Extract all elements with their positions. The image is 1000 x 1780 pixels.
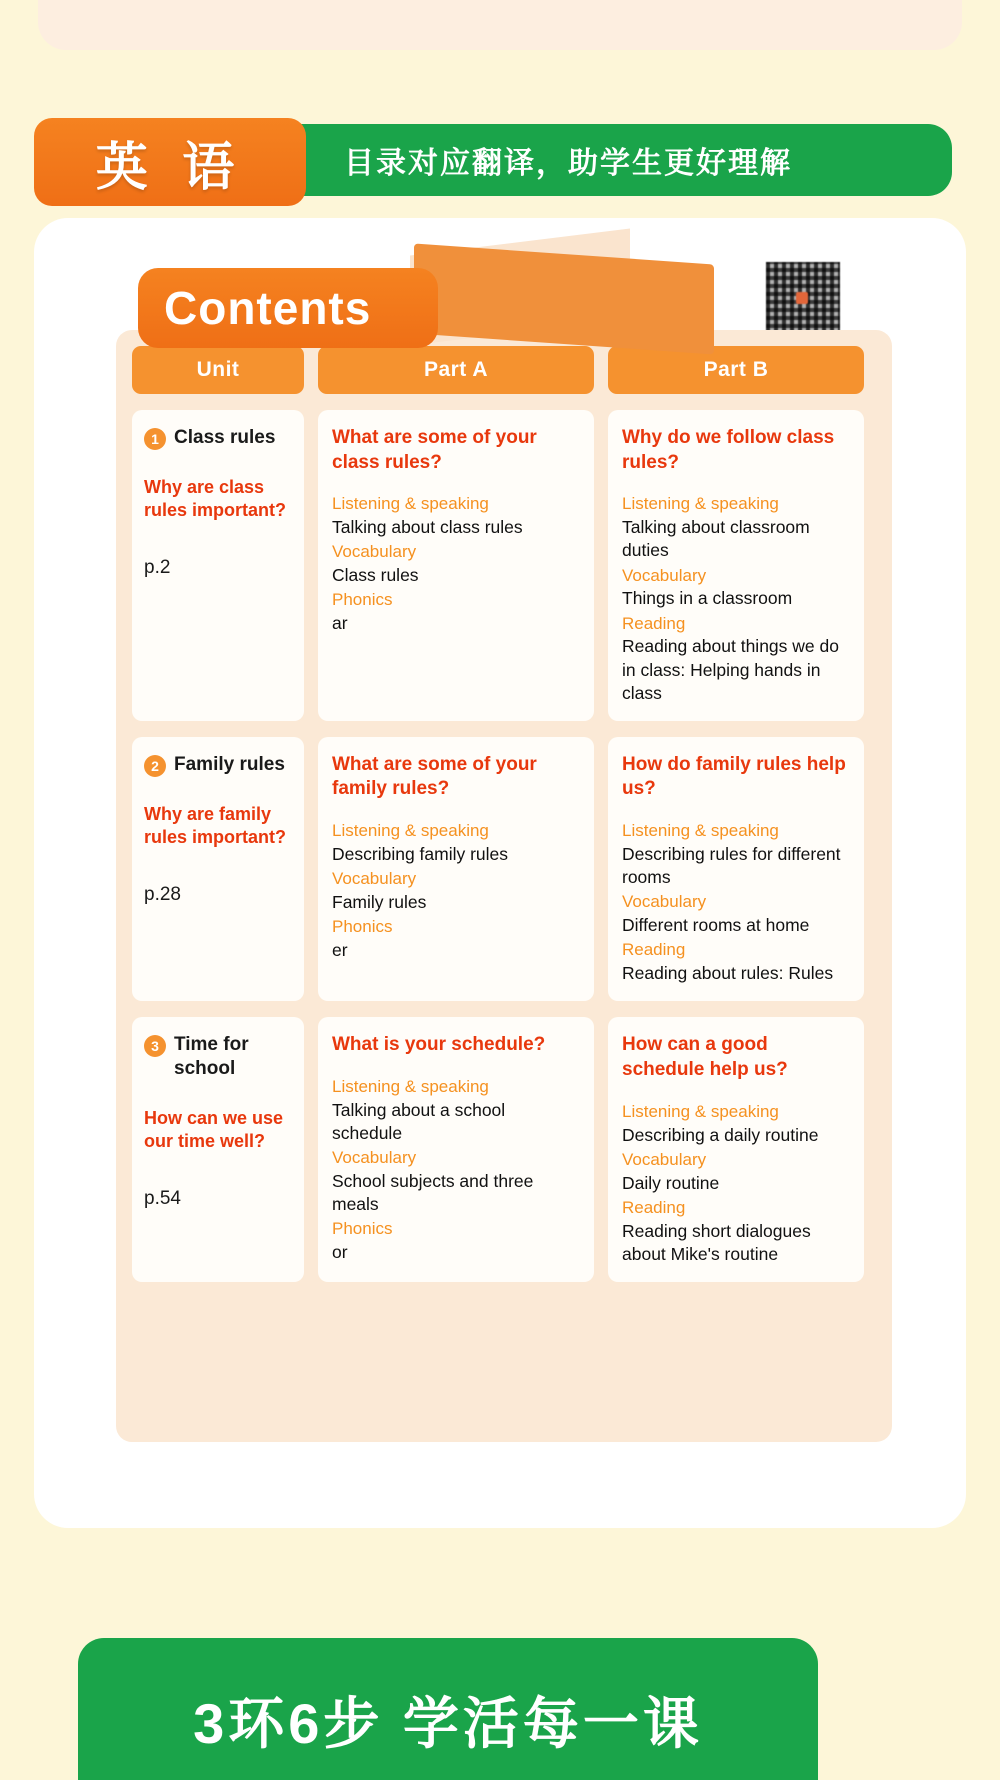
unit-title: Time for school <box>174 1034 249 1080</box>
part-question: What are some of your family rules? <box>332 753 537 800</box>
section-text-phonics: er <box>332 940 348 961</box>
table-row <box>132 737 304 1002</box>
unit-number-badge: 1 <box>144 428 166 450</box>
part-question: Why do we follow class rules? <box>622 427 835 473</box>
contents-title-tab <box>138 268 438 348</box>
section-text-vocabulary: School subjects and three meals <box>332 1171 534 1215</box>
part-a-cell <box>318 410 594 721</box>
unit-page-number: p.54 <box>144 1187 181 1209</box>
section-text-listening: Talking about class rules <box>332 517 523 538</box>
section-text-listening: Talking about a school schedule <box>332 1099 506 1144</box>
section-label-reading: Reading <box>622 940 686 960</box>
section-text-listening: Talking about classroom duties <box>622 517 810 561</box>
column-header-unit: Unit <box>132 346 304 394</box>
contents-title: Contents <box>164 282 372 334</box>
section-text-vocabulary: Daily routine <box>622 1172 720 1193</box>
unit-title: Family rules <box>174 753 285 775</box>
unit-number-badge: 2 <box>144 755 166 777</box>
section-text-vocabulary: Different rooms at home <box>622 915 810 936</box>
top-decorative-strip <box>38 0 962 50</box>
section-label-reading: Reading <box>622 1197 686 1217</box>
section-label-listening: Listening & speaking <box>332 821 489 841</box>
section-text-reading: Reading about things we do in class: Helping hands in class <box>622 636 839 703</box>
table-row <box>132 410 304 721</box>
section-label-vocabulary: Vocabulary <box>332 1148 417 1168</box>
section-text-phonics: or <box>332 1242 348 1263</box>
section-text-vocabulary: Class rules <box>332 565 419 586</box>
header-banner <box>26 118 946 206</box>
section-label-vocabulary: Vocabulary <box>332 869 417 889</box>
unit-title: Class rules <box>174 427 276 448</box>
part-question: How do family rules help us? <box>622 753 846 800</box>
section-text-vocabulary: Things in a classroom <box>622 588 793 609</box>
column-header-part-b: Part B <box>608 346 864 394</box>
part-a-cell <box>318 1017 594 1282</box>
contents-table <box>116 330 892 1442</box>
footer-banner <box>78 1638 818 1780</box>
section-text-reading: Reading about rules: Rules <box>622 963 834 984</box>
section-text-vocabulary: Family rules <box>332 892 427 913</box>
header-subject-label: 英 语 <box>95 138 245 197</box>
unit-header <box>144 1033 292 1081</box>
section-text-listening: Describing family rules <box>332 844 509 865</box>
section-text-listening: Describing a daily routine <box>622 1124 819 1145</box>
section-text-reading: Reading short dialogues about Mike's routine <box>622 1220 811 1264</box>
section-label-vocabulary: Vocabulary <box>622 1149 707 1169</box>
unit-page-number: p.28 <box>144 883 181 905</box>
unit-question: How can we use our time well? <box>144 1107 284 1152</box>
section-label-phonics: Phonics <box>332 917 393 937</box>
unit-header <box>144 426 292 450</box>
part-b-cell <box>608 410 864 721</box>
section-text-listening: Describing rules for different rooms <box>622 844 841 888</box>
unit-number-badge: 3 <box>144 1035 166 1057</box>
footer-banner-text: 3环6步 学活每一课 <box>193 1692 703 1755</box>
unit-question: Why are class rules important? <box>144 477 287 521</box>
header-tagline: 目录对应翻译，助学生更好理解 <box>344 147 792 180</box>
part-question: How can a good schedule help us? <box>622 1034 788 1080</box>
section-label-phonics: Phonics <box>332 590 393 610</box>
part-a-cell <box>318 737 594 1002</box>
section-label-reading: Reading <box>622 613 686 633</box>
header-subject-badge <box>34 118 306 206</box>
section-label-vocabulary: Vocabulary <box>622 565 707 585</box>
unit-page-number: p.2 <box>144 556 171 578</box>
section-label-listening: Listening & speaking <box>622 1101 779 1121</box>
table-row <box>132 1017 304 1282</box>
section-label-listening: Listening & speaking <box>332 1077 489 1096</box>
section-label-listening: Listening & speaking <box>332 494 489 514</box>
section-label-vocabulary: Vocabulary <box>332 542 417 562</box>
unit-header <box>144 753 292 777</box>
section-label-vocabulary: Vocabulary <box>622 892 707 912</box>
part-b-cell <box>608 737 864 1002</box>
part-b-cell <box>608 1017 864 1282</box>
section-label-phonics: Phonics <box>332 1219 393 1239</box>
part-question: What are some of your class rules? <box>332 427 537 473</box>
contents-card <box>34 218 966 1528</box>
qr-center-dot <box>796 292 808 304</box>
qr-code-icon[interactable] <box>766 262 840 336</box>
section-text-phonics: ar <box>332 613 348 634</box>
section-label-listening: Listening & speaking <box>622 494 779 514</box>
column-header-part-a: Part A <box>318 346 594 394</box>
unit-question: Why are family rules important? <box>144 803 287 848</box>
section-label-listening: Listening & speaking <box>622 821 779 841</box>
part-question: What is your schedule? <box>332 1034 546 1056</box>
contents-grid <box>132 346 876 1282</box>
